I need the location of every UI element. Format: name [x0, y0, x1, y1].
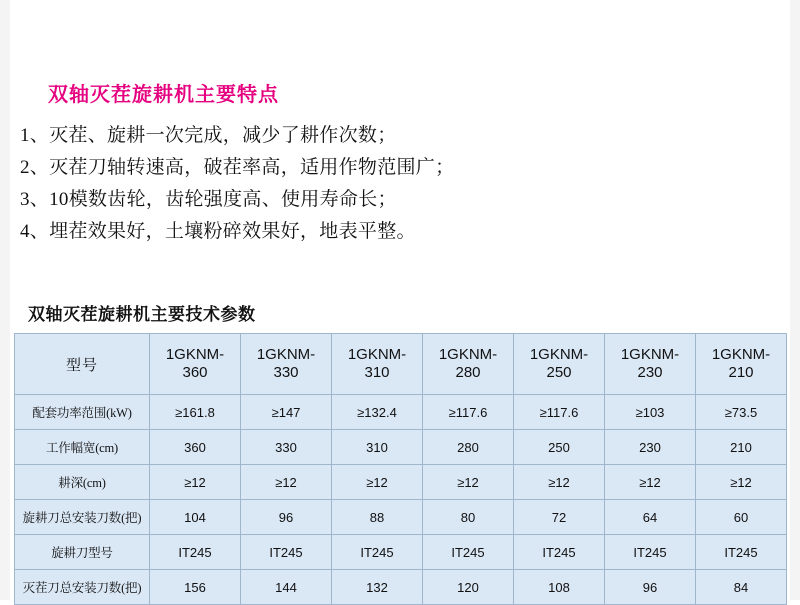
- table-cell: 80: [423, 500, 514, 535]
- model-name-line2: 280: [455, 364, 481, 381]
- model-name-line2: 330: [273, 364, 299, 381]
- page-left-edge: [0, 0, 10, 600]
- table-cell: 230: [605, 430, 696, 465]
- table-cell: IT245: [150, 535, 241, 570]
- model-name-line1: 1GKNM-: [256, 346, 316, 363]
- model-name-line1: 1GKNM-: [347, 346, 407, 363]
- table-header-cell: [241, 334, 332, 395]
- table-cell: IT245: [241, 535, 332, 570]
- table-header-cell: [605, 334, 696, 395]
- table-header-cell: [696, 334, 787, 395]
- table-cell: 156: [150, 570, 241, 605]
- table-cell: ≥73.5: [696, 395, 787, 430]
- table-cell: ≥161.8: [150, 395, 241, 430]
- row-label: 配套功率范围(kW): [15, 395, 150, 430]
- model-name-line1: 1GKNM-: [438, 346, 498, 363]
- table-cell: 72: [514, 500, 605, 535]
- list-item: 2、灭茬刀轴转速高，破茬率高，适用作物范围广；: [20, 157, 455, 178]
- table-cell: 60: [696, 500, 787, 535]
- table-cell: 330: [241, 430, 332, 465]
- row-label: 旋耕刀总安装刀数(把): [15, 500, 150, 535]
- table-cell: ≥132.4: [332, 395, 423, 430]
- model-name-line1: 1GKNM-: [529, 346, 589, 363]
- table-row: [15, 570, 787, 605]
- table-cell: ≥12: [423, 465, 514, 500]
- row-label: 工作幅宽(cm): [15, 430, 150, 465]
- table-cell: ≥117.6: [423, 395, 514, 430]
- list-item: 1、灭茬、旋耕一次完成，减少了耕作次数；: [20, 125, 397, 146]
- table-row: [15, 500, 787, 535]
- model-name-line1: 1GKNM-: [165, 346, 225, 363]
- table-cell: ≥117.6: [514, 395, 605, 430]
- table-cell: 64: [605, 500, 696, 535]
- model-name-line2: 250: [546, 364, 572, 381]
- row-label: 灭茬刀总安装刀数(把): [15, 570, 150, 605]
- table-cell: 360: [150, 430, 241, 465]
- model-name-line2: 210: [728, 364, 754, 381]
- table-row: [15, 430, 787, 465]
- model-name-line2: 310: [364, 364, 390, 381]
- table-header-cell: [150, 334, 241, 395]
- table-header-model-label: 型号: [15, 334, 150, 395]
- row-label: 旋耕刀型号: [15, 535, 150, 570]
- table-cell: ≥12: [696, 465, 787, 500]
- feature-list: [20, 120, 620, 248]
- table-cell: ≥12: [150, 465, 241, 500]
- table-cell: 144: [241, 570, 332, 605]
- model-name-line1: 1GKNM-: [711, 346, 771, 363]
- table-cell: IT245: [514, 535, 605, 570]
- table-caption: 双轴灭茬旋耕机主要技术参数: [28, 305, 256, 324]
- table-cell: IT245: [605, 535, 696, 570]
- spec-table: [14, 333, 787, 605]
- table-cell: ≥12: [332, 465, 423, 500]
- table-cell: 250: [514, 430, 605, 465]
- table-cell: ≥12: [514, 465, 605, 500]
- table-row: [15, 465, 787, 500]
- table-cell: 88: [332, 500, 423, 535]
- table-cell: IT245: [423, 535, 514, 570]
- table-cell: ≥12: [605, 465, 696, 500]
- table-row: [15, 395, 787, 430]
- table-cell: IT245: [696, 535, 787, 570]
- table-header-cell: [423, 334, 514, 395]
- model-name-line1: 1GKNM-: [620, 346, 680, 363]
- table-cell: 210: [696, 430, 787, 465]
- row-label: 耕深(cm): [15, 465, 150, 500]
- table-cell: 280: [423, 430, 514, 465]
- table-cell: 310: [332, 430, 423, 465]
- table-header-cell: [514, 334, 605, 395]
- list-item: 4、埋茬效果好，土壤粉碎效果好，地表平整。: [20, 221, 416, 242]
- table-cell: ≥147: [241, 395, 332, 430]
- model-name-line2: 360: [182, 364, 208, 381]
- spec-table-container: [14, 333, 786, 605]
- list-item: 3、10模数齿轮，齿轮强度高、使用寿命长；: [20, 189, 397, 210]
- page-right-edge: [790, 0, 800, 600]
- table-cell: 120: [423, 570, 514, 605]
- table-cell: 108: [514, 570, 605, 605]
- table-cell: ≥103: [605, 395, 696, 430]
- table-cell: 104: [150, 500, 241, 535]
- table-cell: 96: [605, 570, 696, 605]
- table-cell: IT245: [332, 535, 423, 570]
- page-title: 双轴灭茬旋耕机主要特点: [48, 84, 279, 106]
- model-name-line2: 230: [637, 364, 663, 381]
- table-cell: 84: [696, 570, 787, 605]
- table-header-cell: [332, 334, 423, 395]
- table-row: [15, 535, 787, 570]
- table-header-row: [15, 334, 787, 395]
- table-cell: 132: [332, 570, 423, 605]
- table-cell: ≥12: [241, 465, 332, 500]
- table-cell: 96: [241, 500, 332, 535]
